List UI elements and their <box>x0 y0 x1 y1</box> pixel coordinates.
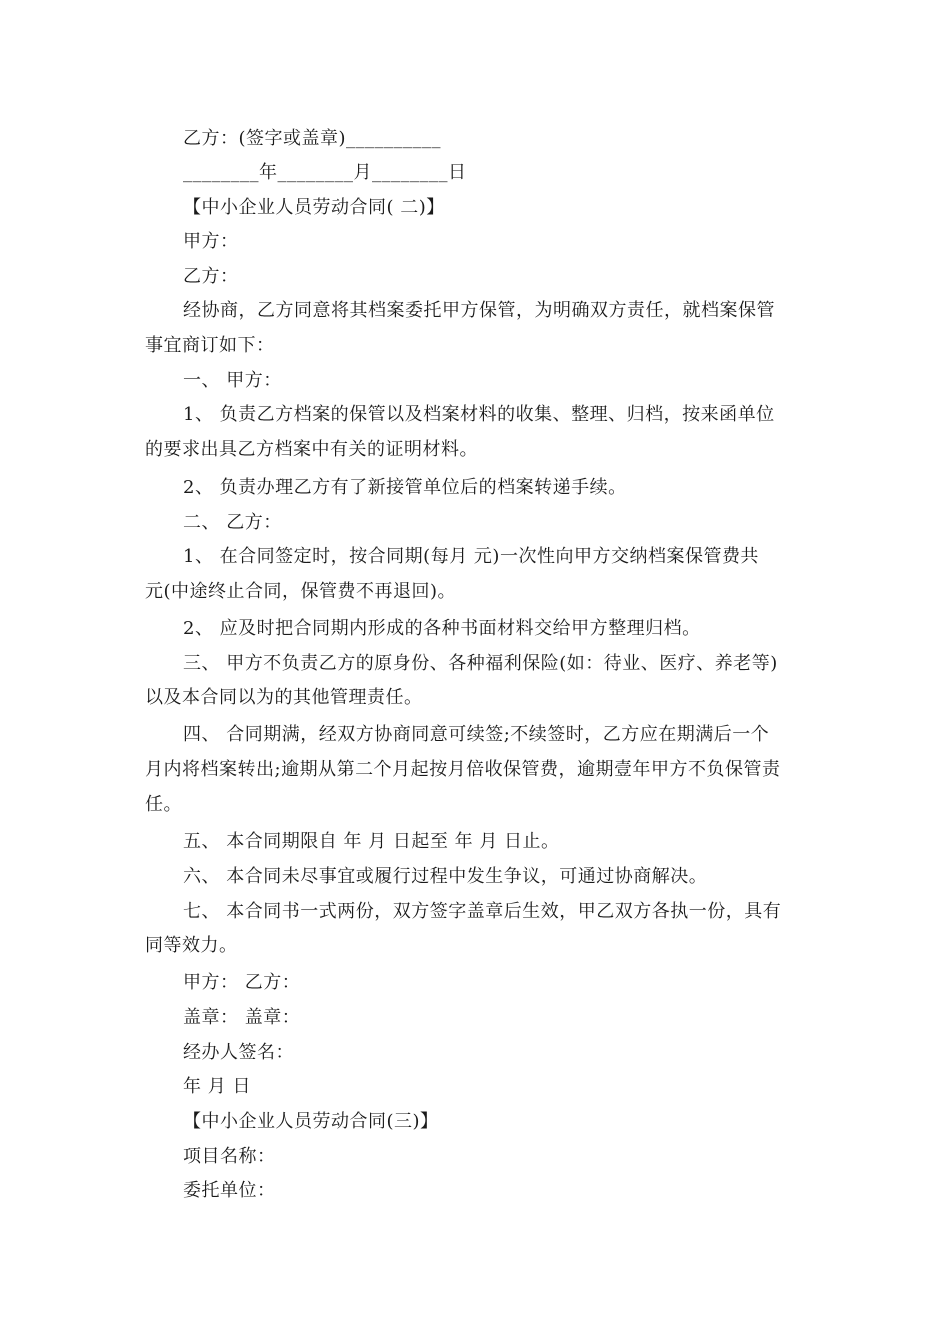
paragraph-intro-cont: 事宜商订如下： <box>145 335 275 356</box>
clause-heading-1: 一、 甲方： <box>183 370 282 391</box>
clause-1-item-1: 1、 负责乙方档案的保管以及档案材料的收集、整理、归档，按来函单位 <box>183 404 775 425</box>
clause-4-cont: 月内将档案转出;逾期从第二个月起按月倍收保管费，逾期壹年甲方不负保管责 <box>145 759 781 780</box>
clause-4-cont-2: 任。 <box>145 794 182 815</box>
clause-2-item-1: 1、 在合同签定时，按合同期(每月 元)一次性向甲方交纳档案保管费共 <box>183 546 759 567</box>
clause-1-item-2: 2、 负责办理乙方有了新接管单位后的档案转递手续。 <box>183 477 627 498</box>
party-a-label: 甲方： <box>183 231 239 252</box>
signature-seals: 盖章： 盖章： <box>183 1007 301 1028</box>
clause-heading-2: 二、 乙方： <box>183 512 282 533</box>
signature-parties: 甲方： 乙方： <box>183 972 301 993</box>
entrusting-unit-label: 委托单位： <box>183 1180 276 1201</box>
clause-7-cont: 同等效力。 <box>145 935 238 956</box>
clause-2-item-1-cont: 元(中途终止合同，保管费不再退回)。 <box>145 581 457 602</box>
clause-4: 四、 合同期满，经双方协商同意可续签;不续签时，乙方应在期满后一个 <box>183 724 770 745</box>
signature-line-party-b: 乙方：(签字或盖章)__________ <box>183 128 442 149</box>
clause-2-item-2: 2、 应及时把合同期内形成的各种书面材料交给甲方整理归档。 <box>183 618 701 639</box>
clause-3: 三、 甲方不负责乙方的原身份、各种福利保险(如：待业、医疗、养老等) <box>183 653 778 674</box>
project-name-label: 项目名称： <box>183 1146 276 1167</box>
party-b-label: 乙方： <box>183 266 239 287</box>
section-title-contract-2: 【中小企业人员劳动合同( 二)】 <box>183 197 445 218</box>
clause-3-cont: 以及本合同以为的其他管理责任。 <box>145 687 423 708</box>
clause-5: 五、 本合同期限自 年 月 日起至 年 月 日止。 <box>183 831 560 852</box>
signature-date: 年 月 日 <box>183 1076 251 1097</box>
date-line: ________年________月________日 <box>183 162 467 183</box>
handler-signature: 经办人签名： <box>183 1042 294 1063</box>
section-title-contract-3: 【中小企业人员劳动合同(三)】 <box>183 1111 439 1132</box>
clause-1-item-1-cont: 的要求出具乙方档案中有关的证明材料。 <box>145 439 478 460</box>
paragraph-intro: 经协商，乙方同意将其档案委托甲方保管，为明确双方责任，就档案保管 <box>183 300 775 321</box>
clause-6: 六、 本合同未尽事宜或履行过程中发生争议，可通过协商解决。 <box>183 866 708 887</box>
clause-7: 七、 本合同书一式两份，双方签字盖章后生效，甲乙双方各执一份，具有 <box>183 901 782 922</box>
